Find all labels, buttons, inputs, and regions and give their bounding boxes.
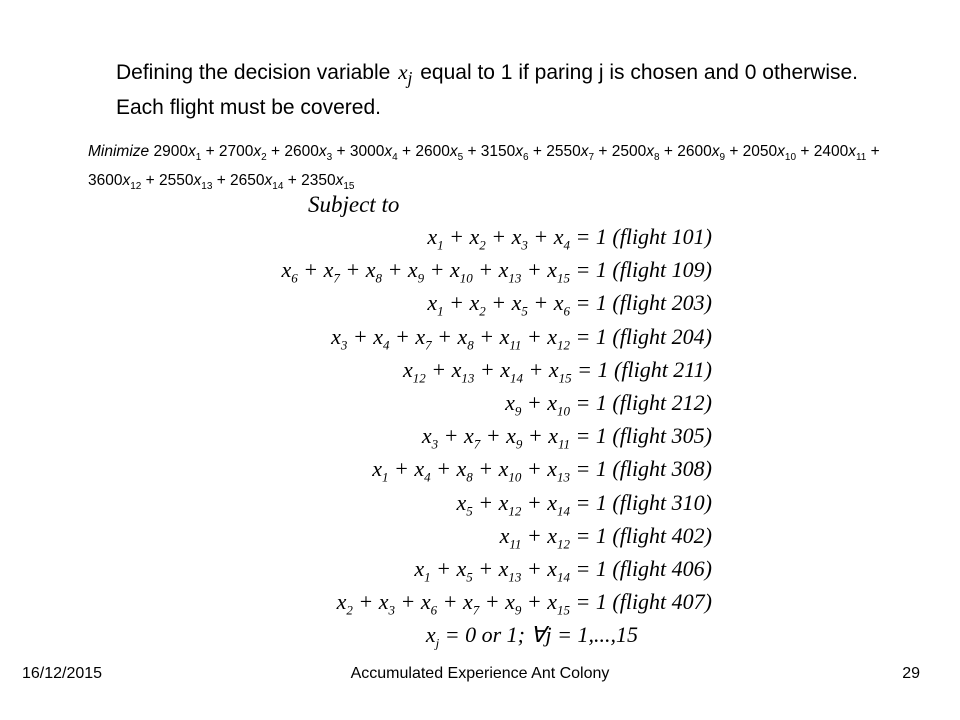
objective-term: + $3000x_4$	[332, 143, 398, 164]
footer-date: 16/12/2015	[22, 665, 103, 682]
constraint-row: $x_1 + x_2 + x_5 + x_6 = 1$ (flight 203)	[427, 290, 712, 319]
constraint-row: $x_9 + x_{10} = 1$ (flight 212)	[505, 390, 712, 419]
flight-label: (flight 109)	[612, 257, 712, 283]
objective-term: + $2650x_{14}$	[212, 172, 284, 193]
flight-label: (flight 203)	[612, 290, 712, 316]
constraint-row: $x_3 + x_4 + x_7 + x_8 + x_{11} + x_{12} = 1$ (flight 204)	[331, 323, 712, 352]
intro-text	[116, 58, 876, 122]
flight-label: (flight 204)	[612, 323, 712, 349]
binary-constraint: $x_j = 0$ or 1; ∀j = 1,...,15	[425, 622, 638, 651]
constraint-row: $x_1 + x_2 + x_3 + x_4 = 1$ (flight 101)	[427, 224, 712, 253]
objective-terms	[88, 143, 880, 193]
objective-term: + $2550x_7$	[528, 143, 595, 164]
objective-term: $2900x_1$	[153, 143, 202, 164]
constraint-row: $x_1 + x_5 + x_{13} + x_{14} = 1$ (flight 406)	[414, 556, 712, 585]
constraint-row: $x_6 + x_7 + x_8 + x_9 + x_{10} + x_{13} + x_{15} = 1$ (flight 109)	[281, 257, 712, 286]
subject-to-heading: Subject to	[308, 192, 400, 217]
constraint-row: $x_{11} + x_{12} = 1$ (flight 402)	[499, 522, 712, 552]
flight-label: (flight 407)	[612, 589, 712, 615]
flight-label: (flight 308)	[612, 456, 712, 482]
objective-term: + $2700x_2$	[201, 143, 267, 164]
objective-term: + $3600x_{12}$	[88, 143, 880, 193]
flight-label: (flight 305)	[612, 423, 712, 449]
objective-term: + $2550x_{13}$	[141, 172, 213, 193]
objective-term: + $2050x_{10}$	[725, 143, 797, 164]
flight-label: (flight 406)	[612, 556, 712, 581]
objective-term: + $2350x_{15}$	[283, 172, 355, 193]
objective-term: + $3150x_6$	[463, 143, 529, 164]
objective-term: + $2500x_8$	[594, 143, 660, 164]
constraint-row: $x_3 + x_7 + x_9 + x_{11} = 1$ (flight 305)	[421, 423, 712, 452]
decision-variable: $x_j$	[398, 60, 413, 89]
intro-text-after: equal to 1 if paring j is chosen and 0 otherwise. Each flight must be covered.	[116, 61, 859, 120]
flight-label: (flight 310)	[612, 489, 712, 515]
flight-label: (flight 211)	[614, 356, 712, 382]
constraint-row: $x_2 + x_3 + x_6 + x_7 + x_9 + x_{15} = 1$ (flight 407)	[336, 589, 712, 618]
objective-label: Minimize	[88, 143, 150, 160]
footer-title: Accumulated Experience Ant Colony	[350, 665, 610, 682]
page-number: 29	[902, 665, 920, 682]
constraint-row: $x_5 + x_{12} + x_{14} = 1$ (flight 310)	[456, 489, 712, 518]
flight-label: (flight 101)	[612, 224, 712, 249]
objective-term: + $2600x_5$	[397, 143, 464, 164]
objective-term: + $2600x_3$	[266, 143, 333, 164]
constraint-row: $x_1 + x_4 + x_8 + x_{10} + x_{13} = 1$ (flight 308)	[372, 456, 712, 485]
objective-term: + $2400x_{11}$	[796, 143, 867, 164]
intro-text-before: Defining the decision variable	[116, 61, 391, 84]
constraint-row: $x_{12} + x_{13} + x_{14} + x_{15} = 1$ (flight 211)	[403, 356, 712, 386]
flight-label: (flight 402)	[612, 522, 712, 548]
objective-function	[88, 140, 888, 198]
objective-term: + $2600x_9$	[659, 143, 726, 164]
flight-label: (flight 212)	[612, 390, 712, 415]
